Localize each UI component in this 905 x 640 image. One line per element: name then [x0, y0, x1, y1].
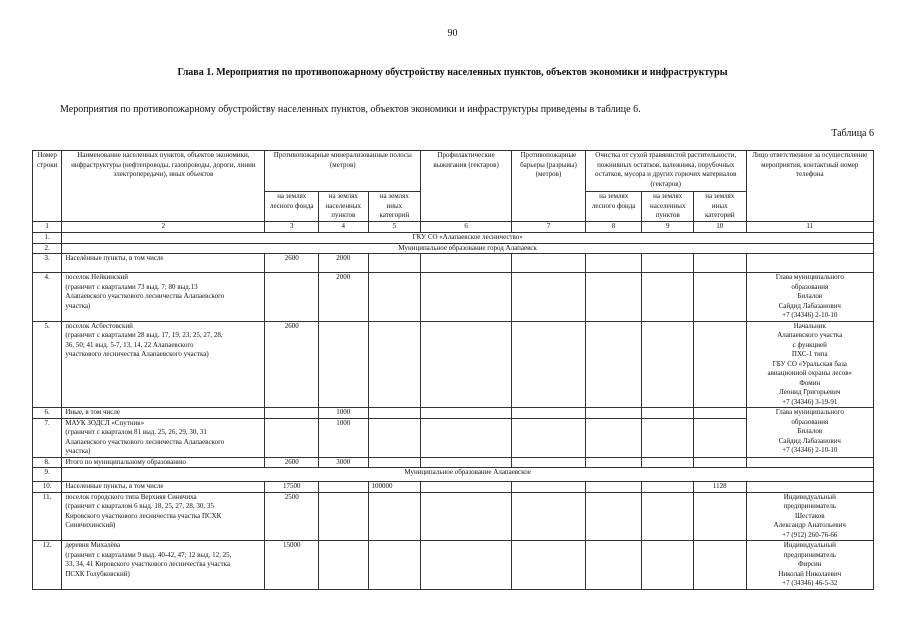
burn-value	[421, 408, 512, 419]
responsible-person: Начальник Алапаевского участка с функцией ПХС-1 типа ГБУ СО «Уральская база авиационной охраны лесов» Фомин Леонид Григорьевич +7 (34346) 3-19-91	[746, 321, 873, 408]
cleaning-settlement-value	[642, 482, 694, 493]
row-number: 3.	[33, 254, 62, 273]
header-cleaning: Очистка от сухой травянистой растительности, пожнивных остатков, валежника, порубочных остатков, мусора и других горючих материалов (гектаров)	[585, 151, 746, 192]
forest-strip-value	[265, 418, 319, 457]
settlement-strip-value: 1000	[319, 418, 369, 457]
cleaning-other-value	[694, 541, 747, 590]
responsible-person	[746, 457, 873, 468]
table-row	[33, 254, 874, 273]
table-row	[33, 321, 874, 408]
table-row	[33, 233, 874, 244]
object-name: Итого по муниципальному образованию	[62, 457, 265, 468]
cleaning-settlement-value	[642, 492, 694, 541]
row-number: 2.	[33, 243, 62, 254]
subheader-settlement-lands: на землях населенных пунктов	[642, 192, 694, 222]
measures-table	[32, 150, 874, 590]
forest-strip-value: 17500	[265, 482, 319, 493]
other-strip-value	[368, 418, 421, 457]
cleaning-settlement-value	[642, 254, 694, 273]
barrier-value	[512, 418, 586, 457]
burn-value	[421, 541, 512, 590]
barrier-value	[512, 408, 586, 419]
responsible-person: Глава муниципального образования Билалов Сайдид Лабазанович +7 (34346) 2-10-10	[746, 408, 873, 458]
other-strip-value	[368, 408, 421, 419]
responsible-person	[746, 482, 873, 493]
cleaning-forest-value	[585, 321, 642, 408]
other-strip-value	[368, 273, 421, 322]
table-row	[33, 457, 874, 468]
column-index: 6	[421, 222, 512, 233]
barrier-value	[512, 482, 586, 493]
header-prophylactic-burns: Профилактические выжигания (гектаров)	[421, 151, 512, 222]
table-row	[33, 482, 874, 493]
forest-strip-value	[265, 408, 319, 419]
subheader-other-lands: на землях иных категорий	[694, 192, 747, 222]
barrier-value	[512, 321, 586, 408]
cleaning-other-value	[694, 321, 747, 408]
responsible-person	[746, 254, 873, 273]
column-index: 9	[642, 222, 694, 233]
object-name: МАУК ЗОДСЛ «Спутник» (граничит с кварталом 81 выд. 25, 26, 29, 30, 31 Алапаевского участкового лесничества Алапаевского участка)	[62, 418, 265, 457]
cleaning-other-value	[694, 457, 747, 468]
subheader-other-lands: на землях иных категорий	[368, 192, 421, 222]
cleaning-settlement-value	[642, 273, 694, 322]
barrier-value	[512, 492, 586, 541]
row-number: 1.	[33, 233, 62, 244]
column-index: 11	[746, 222, 873, 233]
responsible-person: Индивидуальный предприниматель Фирсин Николай Николаевич +7 (34346) 46-5-32	[746, 541, 873, 590]
row-number: 8.	[33, 457, 62, 468]
burn-value	[421, 273, 512, 322]
table-row	[33, 541, 874, 590]
other-strip-value	[368, 254, 421, 273]
header-responsible: Лицо ответственное за осуществление мероприятия, контактный номер телефона	[746, 151, 873, 222]
cleaning-forest-value	[585, 418, 642, 457]
forest-strip-value: 15000	[265, 541, 319, 590]
forest-strip-value	[265, 273, 319, 322]
row-number: 5.	[33, 321, 62, 408]
column-index: 2	[62, 222, 265, 233]
settlement-strip-value	[319, 321, 369, 408]
header-row-number: Номер строки	[33, 151, 62, 222]
burn-value	[421, 457, 512, 468]
column-index: 7	[512, 222, 586, 233]
section-heading: Муниципальное образование город Алапаевск	[62, 243, 874, 254]
cleaning-settlement-value	[642, 418, 694, 457]
settlement-strip-value	[319, 482, 369, 493]
object-name: поселок Асбестовский (граничит с кварталами 28 выд. 17, 19, 23, 25, 27, 28, 36, 50; 41 выд. 5-7, 13, 14, 22 Алапаевского участкового лесничества Алапаевского участка)	[62, 321, 265, 408]
column-index: 10	[694, 222, 747, 233]
object-name: поселок городского типа Верхняя Синячиха (граничит с кварталом 6 выд. 18, 25, 27, 28, 30, 35 Кировского участкового лесничества участка ПСХК Синячихинский)	[62, 492, 265, 541]
object-name: Населенные пункты, в том числе	[62, 482, 265, 493]
subheader-settlement-lands: на землях населенных пунктов	[319, 192, 369, 222]
barrier-value	[512, 457, 586, 468]
other-strip-value	[368, 492, 421, 541]
forest-strip-value: 2600	[265, 321, 319, 408]
column-index: 8	[585, 222, 642, 233]
table-row	[33, 468, 874, 482]
cleaning-other-value: 1128	[694, 482, 747, 493]
column-index: 1	[33, 222, 62, 233]
burn-value	[421, 482, 512, 493]
forest-strip-value: 2600	[265, 254, 319, 273]
section-heading: ГКУ СО «Алапаевское лесничество»	[62, 233, 874, 244]
section-heading: Муниципальное образование Алапаевское	[62, 468, 874, 482]
responsible-person: Глава муниципального образования Билалов Сайдид Лабазанович +7 (34346) 2-10-10	[746, 273, 873, 322]
table-row	[33, 273, 874, 322]
cleaning-forest-value	[585, 254, 642, 273]
intro-paragraph: Мероприятия по противопожарному обустройству населенных пунктов, объектов экономики и инфраструктуры приведены в таблице 6.	[60, 104, 641, 115]
other-strip-value	[368, 321, 421, 408]
cleaning-forest-value	[585, 541, 642, 590]
subheader-forest-lands: на землях лесного фонда	[585, 192, 642, 222]
barrier-value	[512, 254, 586, 273]
chapter-title: Глава 1. Мероприятия по противопожарному обустройству населенных пунктов, объектов экономики и инфраструктуры	[177, 67, 728, 78]
barrier-value	[512, 273, 586, 322]
object-name: Иные, в том числе	[62, 408, 265, 419]
burn-value	[421, 492, 512, 541]
burn-value	[421, 321, 512, 408]
cleaning-settlement-value	[642, 541, 694, 590]
cleaning-forest-value	[585, 457, 642, 468]
column-index: 4	[319, 222, 369, 233]
burn-value	[421, 254, 512, 273]
settlement-strip-value: 1000	[319, 408, 369, 419]
table-row	[33, 408, 874, 419]
object-name: поселок Нейкинский (граничит с кварталами 73 выд. 7; 80 выд.13 Алапаевского участкового лесничества Алапаевского участка)	[62, 273, 265, 322]
row-number: 10.	[33, 482, 62, 493]
cleaning-settlement-value	[642, 457, 694, 468]
row-number: 4.	[33, 273, 62, 322]
row-number: 7.	[33, 418, 62, 457]
other-strip-value	[368, 541, 421, 590]
row-number: 12.	[33, 541, 62, 590]
cleaning-other-value	[694, 273, 747, 322]
table-row	[33, 243, 874, 254]
settlement-strip-value: 2000	[319, 273, 369, 322]
object-name: Населённые пункты, в том числе	[62, 254, 265, 273]
header-fire-barriers: Противопожарные барьеры (разрывы) (метров)	[512, 151, 586, 222]
cleaning-settlement-value	[642, 321, 694, 408]
header-fire-strips: Противопожарные минерализованные полосы (метров)	[265, 151, 421, 192]
table-label: Таблица 6	[831, 128, 874, 139]
forest-strip-value: 2600	[265, 457, 319, 468]
settlement-strip-value: 2000	[319, 254, 369, 273]
object-name: деревня Михалёва (граничит с кварталами 9 выд. 40-42, 47; 12 выд. 12, 25, 33, 34, 41 Кировского участкового лесничества участка ПСХК Голубковский)	[62, 541, 265, 590]
settlement-strip-value	[319, 492, 369, 541]
cleaning-forest-value	[585, 492, 642, 541]
column-index: 5	[368, 222, 421, 233]
row-number: 9.	[33, 468, 62, 482]
responsible-person: Индивидуальный предприниматель Шестаков Александр Анатольевич +7 (912) 260-76-66	[746, 492, 873, 541]
forest-strip-value: 2500	[265, 492, 319, 541]
cleaning-other-value	[694, 492, 747, 541]
other-strip-value: 100000	[368, 482, 421, 493]
settlement-strip-value: 3000	[319, 457, 369, 468]
cleaning-settlement-value	[642, 408, 694, 419]
cleaning-other-value	[694, 418, 747, 457]
barrier-value	[512, 541, 586, 590]
cleaning-forest-value	[585, 273, 642, 322]
other-strip-value	[368, 457, 421, 468]
burn-value	[421, 418, 512, 457]
row-number: 6.	[33, 408, 62, 419]
page-number: 90	[447, 28, 458, 39]
cleaning-forest-value	[585, 482, 642, 493]
subheader-forest-lands: на землях лесного фонда	[265, 192, 319, 222]
cleaning-other-value	[694, 408, 747, 419]
header-row	[33, 151, 874, 192]
table-row	[33, 492, 874, 541]
settlement-strip-value	[319, 541, 369, 590]
column-index: 3	[265, 222, 319, 233]
cleaning-forest-value	[585, 408, 642, 419]
header-object-name: Наименование населенных пунктов, объектов экономики, инфраструктуры (нефтепроводы, газопроводы, дороги, линии электропередачи), иных объектов	[62, 151, 265, 222]
column-index-row	[33, 222, 874, 233]
cleaning-other-value	[694, 254, 747, 273]
row-number: 11.	[33, 492, 62, 541]
